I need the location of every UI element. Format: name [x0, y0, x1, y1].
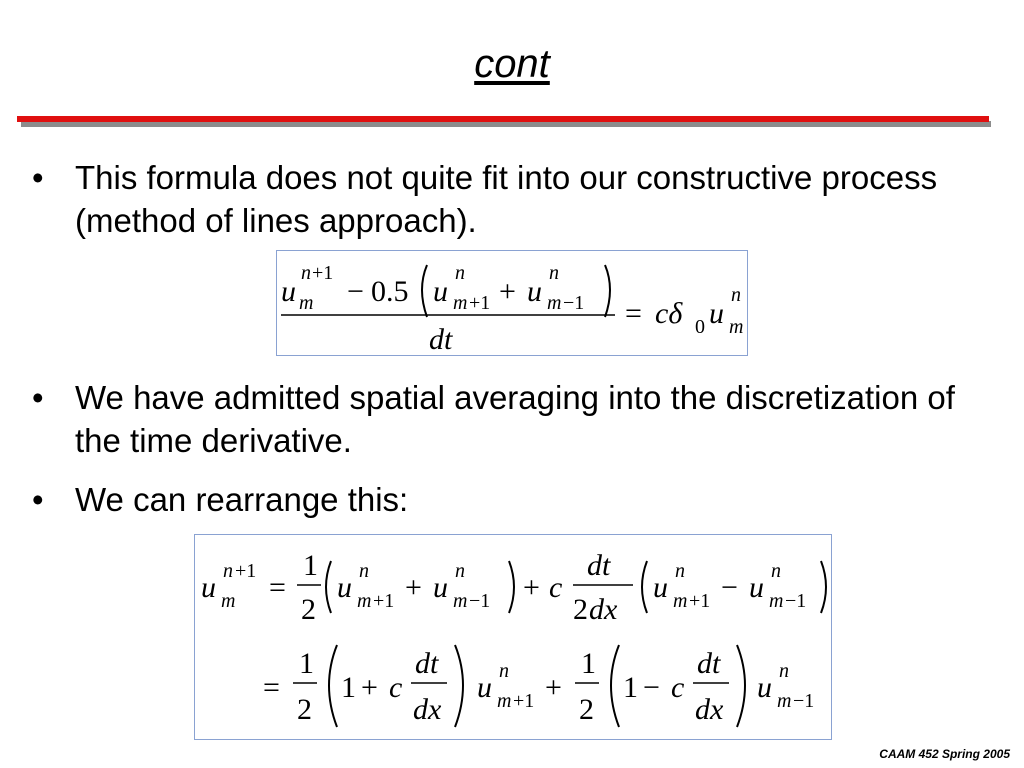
svg-text:u: u	[527, 275, 542, 308]
svg-text:+1: +1	[312, 262, 334, 284]
svg-text:n: n	[499, 660, 509, 682]
svg-text:u: u	[281, 275, 296, 308]
svg-text:u: u	[709, 297, 724, 330]
svg-text:+: +	[361, 671, 378, 704]
svg-text:1: 1	[299, 647, 314, 680]
svg-text:+: +	[405, 571, 422, 604]
svg-text:n: n	[675, 560, 685, 582]
bullet-3-text: We can rearrange this:	[75, 481, 409, 518]
svg-text:n: n	[731, 284, 741, 306]
svg-text:u: u	[201, 571, 216, 604]
svg-text:=: =	[263, 671, 280, 704]
svg-text:m: m	[453, 292, 468, 314]
svg-text:2: 2	[573, 593, 588, 626]
svg-text:u: u	[337, 571, 352, 604]
svg-text:m: m	[729, 316, 744, 338]
svg-text:=: =	[625, 297, 642, 330]
svg-text:dx: dx	[589, 593, 618, 626]
svg-text:u: u	[433, 571, 448, 604]
title-rule	[17, 116, 989, 122]
svg-text:n: n	[549, 262, 559, 284]
svg-text:+1: +1	[469, 292, 491, 314]
bullet-1	[32, 156, 992, 242]
svg-text:n: n	[223, 560, 233, 582]
svg-text:n: n	[779, 660, 789, 682]
svg-text:n: n	[455, 262, 465, 284]
svg-text:u: u	[749, 571, 764, 604]
svg-text:cδ: cδ	[655, 297, 683, 330]
svg-text:dt: dt	[415, 647, 439, 680]
svg-text:u: u	[433, 275, 448, 308]
svg-text:1: 1	[341, 671, 356, 704]
bullet-dot: •	[32, 379, 44, 416]
svg-text:m: m	[673, 590, 688, 612]
svg-text:m: m	[497, 690, 512, 712]
svg-text:2: 2	[297, 693, 312, 726]
svg-text:n: n	[455, 560, 465, 582]
svg-text:0.5: 0.5	[371, 275, 409, 308]
svg-text:+1: +1	[513, 690, 535, 712]
svg-text:+: +	[499, 275, 516, 308]
equation-box-1	[276, 250, 748, 356]
bullet-dot: •	[32, 481, 44, 518]
svg-text:dx: dx	[695, 693, 724, 726]
svg-text:n: n	[771, 560, 781, 582]
svg-text:dt: dt	[429, 323, 453, 355]
svg-text:1: 1	[303, 549, 318, 582]
svg-text:c: c	[549, 571, 563, 604]
svg-text:u: u	[477, 671, 492, 704]
bullet-1-text: This formula does not quite fit into our constructive process (method of lines approach).	[75, 159, 938, 239]
svg-text:+: +	[523, 571, 540, 604]
svg-text:dt: dt	[697, 647, 721, 680]
svg-text:1: 1	[581, 647, 596, 680]
svg-text:n: n	[359, 560, 369, 582]
svg-text:−: −	[721, 571, 738, 604]
svg-text:+: +	[545, 671, 562, 704]
slide-title: cont	[474, 42, 550, 86]
svg-text:n: n	[301, 262, 311, 284]
svg-text:c: c	[389, 671, 403, 704]
svg-text:+1: +1	[689, 590, 711, 612]
svg-text:−1: −1	[785, 590, 807, 612]
svg-text:m: m	[221, 590, 236, 612]
svg-text:+1: +1	[235, 560, 257, 582]
svg-text:m: m	[777, 690, 792, 712]
svg-text:m: m	[769, 590, 784, 612]
svg-text:−1: −1	[563, 292, 585, 314]
svg-text:m: m	[453, 590, 468, 612]
svg-text:2: 2	[579, 693, 594, 726]
svg-text:dt: dt	[587, 549, 611, 582]
equation-2-graphic	[195, 535, 831, 739]
bullet-2	[32, 376, 992, 462]
svg-text:1: 1	[623, 671, 638, 704]
svg-text:m: m	[299, 292, 314, 314]
svg-text:dx: dx	[413, 693, 442, 726]
bullet-2-text: We have admitted spatial averaging into the discretization of the time derivative.	[75, 379, 955, 459]
svg-text:0: 0	[695, 316, 705, 338]
equation-box-2	[194, 534, 832, 740]
svg-text:m: m	[547, 292, 562, 314]
svg-text:−1: −1	[793, 690, 815, 712]
svg-text:=: =	[269, 571, 286, 604]
svg-text:c: c	[671, 671, 685, 704]
svg-text:m: m	[357, 590, 372, 612]
svg-text:+1: +1	[373, 590, 395, 612]
svg-text:−1: −1	[469, 590, 491, 612]
bullet-dot: •	[32, 159, 44, 196]
svg-text:−: −	[643, 671, 660, 704]
slide-footer: CAAM 452 Spring 2005	[879, 747, 1010, 761]
svg-text:2: 2	[301, 593, 316, 626]
svg-text:u: u	[653, 571, 668, 604]
equation-1-graphic	[277, 251, 747, 355]
svg-text:−: −	[347, 275, 364, 308]
svg-text:u: u	[757, 671, 772, 704]
bullet-3	[32, 478, 992, 521]
